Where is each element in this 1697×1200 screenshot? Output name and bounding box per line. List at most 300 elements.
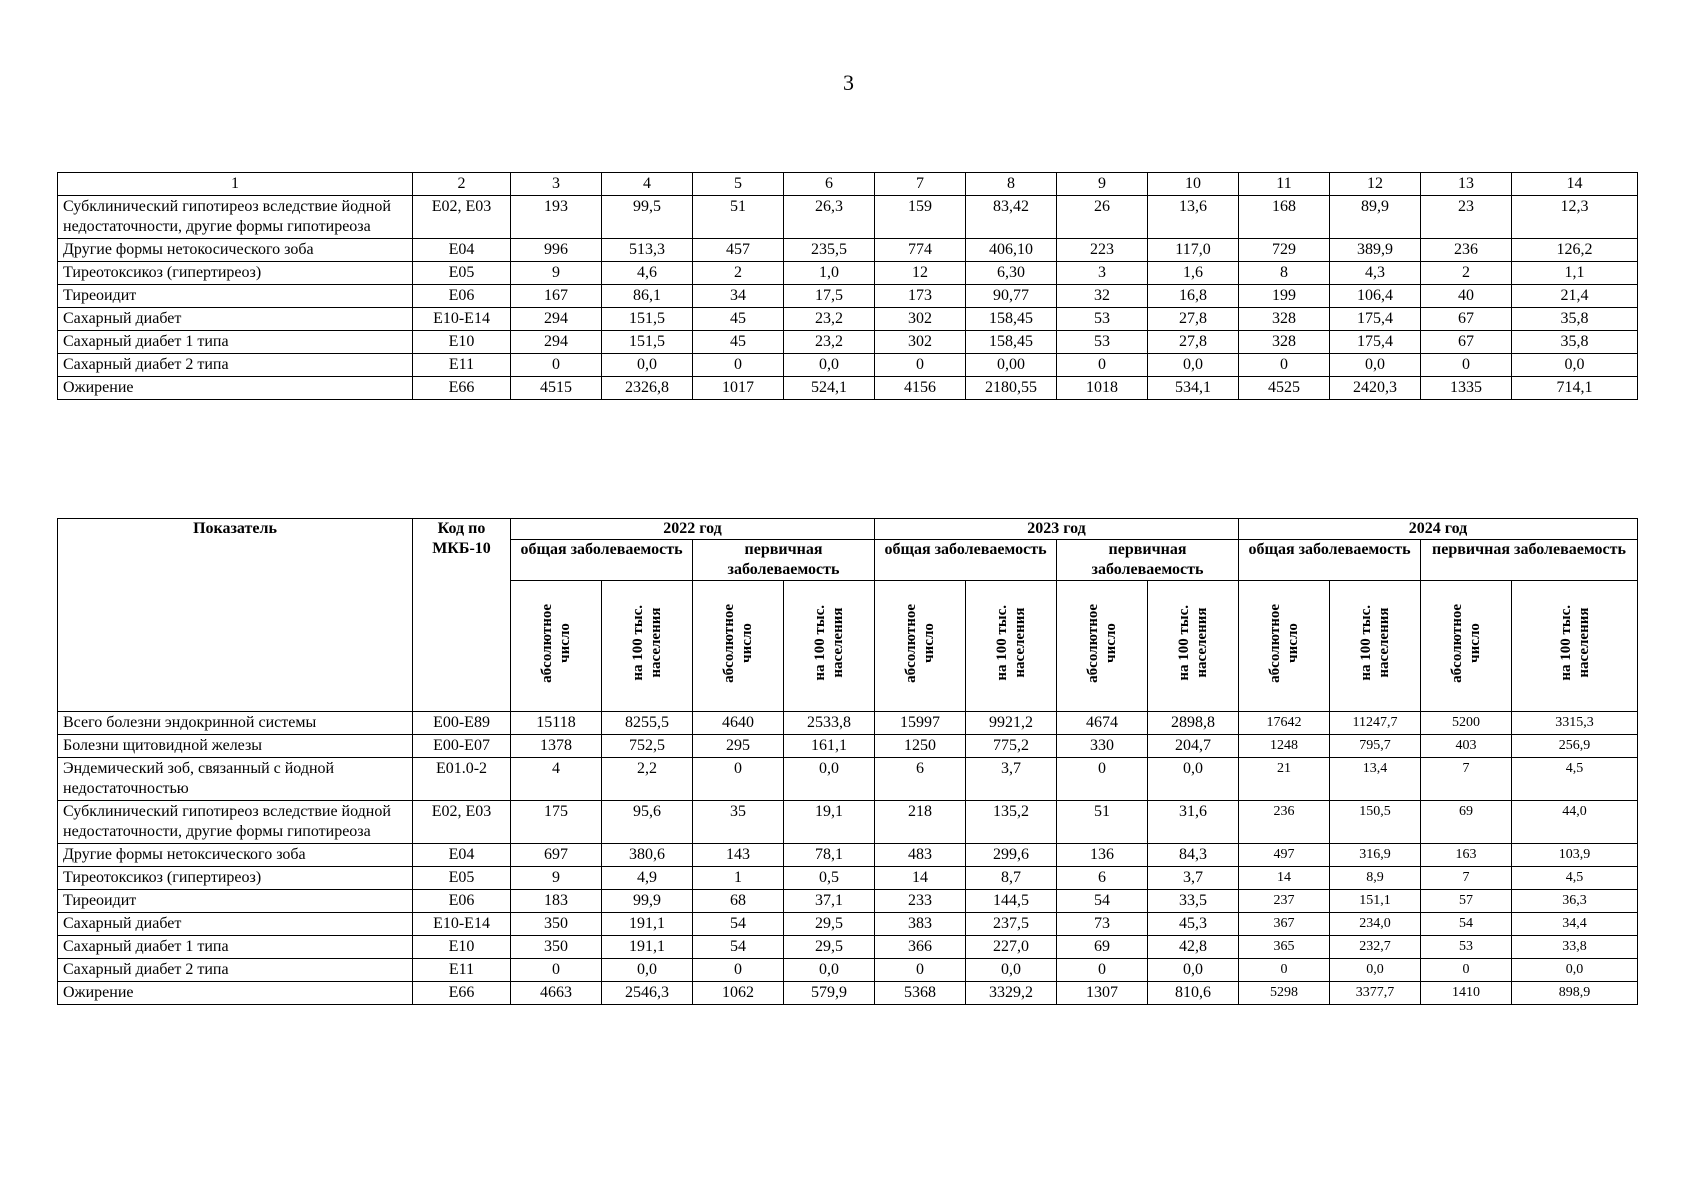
value-cell: 232,7: [1330, 936, 1421, 959]
value-cell: 33,8: [1512, 936, 1638, 959]
value-cell: 350: [511, 913, 602, 936]
rotated-header-label: абсолютное число: [903, 603, 937, 683]
value-cell: 69: [1421, 801, 1512, 844]
value-cell: 6: [875, 758, 966, 801]
value-cell: 167: [511, 285, 602, 308]
value-cell: 158,45: [966, 331, 1057, 354]
value-cell: 0,00: [966, 354, 1057, 377]
icd-code-cell: E05: [413, 262, 511, 285]
value-cell: 4,6: [602, 262, 693, 285]
value-cell: 126,2: [1512, 239, 1638, 262]
value-cell: 483: [875, 844, 966, 867]
value-cell: 996: [511, 239, 602, 262]
table-row: [58, 801, 1638, 844]
value-cell: 175: [511, 801, 602, 844]
value-cell: 14: [1239, 867, 1330, 890]
value-cell: 3315,3: [1512, 712, 1638, 735]
column-number-cell: 5: [693, 173, 784, 196]
value-cell: 237: [1239, 890, 1330, 913]
icd-code-cell: E00-E89: [413, 712, 511, 735]
table-row: [58, 712, 1638, 735]
table-row: [58, 844, 1638, 867]
value-cell: 775,2: [966, 735, 1057, 758]
value-cell: 45,3: [1148, 913, 1239, 936]
value-cell: 0: [1057, 354, 1148, 377]
value-cell: 0: [511, 959, 602, 982]
value-cell: 35,8: [1512, 331, 1638, 354]
indicator-name-cell: Ожирение: [58, 377, 413, 400]
value-cell: 0: [875, 959, 966, 982]
value-cell: 714,1: [1512, 377, 1638, 400]
value-cell: 1378: [511, 735, 602, 758]
value-cell: 26: [1057, 196, 1148, 239]
value-cell: 54: [693, 936, 784, 959]
value-cell: 4156: [875, 377, 966, 400]
value-cell: 51: [1057, 801, 1148, 844]
value-cell: 27,8: [1148, 308, 1239, 331]
value-cell: 0: [511, 354, 602, 377]
value-cell: 2546,3: [602, 982, 693, 1005]
rotated-header-label: на 100 тыс. населения: [1358, 605, 1392, 681]
value-cell: 204,7: [1148, 735, 1239, 758]
column-number-cell: 12: [1330, 173, 1421, 196]
value-cell: 3377,7: [1330, 982, 1421, 1005]
table-row: [58, 196, 1638, 239]
value-cell: 78,1: [784, 844, 875, 867]
table-row: [58, 262, 1638, 285]
column-number-cell: 7: [875, 173, 966, 196]
value-cell: 2180,55: [966, 377, 1057, 400]
value-cell: 1017: [693, 377, 784, 400]
value-cell: 0,0: [1512, 959, 1638, 982]
indicator-name-cell: Эндемический зоб, связанный с йодной недостаточностью: [58, 758, 413, 801]
value-cell: 34: [693, 285, 784, 308]
value-cell: 0: [875, 354, 966, 377]
value-cell: 21,4: [1512, 285, 1638, 308]
indicator-name-cell: Субклинический гипотиреоз вследствие йодной недостаточности, другие формы гипотиреоза: [58, 196, 413, 239]
value-cell: 0,0: [1148, 354, 1239, 377]
value-cell: 8,9: [1330, 867, 1421, 890]
value-cell: 12: [875, 262, 966, 285]
value-cell: 2533,8: [784, 712, 875, 735]
column-number-cell: 11: [1239, 173, 1330, 196]
column-number-cell: 2: [413, 173, 511, 196]
value-cell: 151,5: [602, 331, 693, 354]
value-cell: 729: [1239, 239, 1330, 262]
icd-code-cell: E00-E07: [413, 735, 511, 758]
value-cell: 0: [1421, 354, 1512, 377]
table-row: [58, 354, 1638, 377]
value-cell: 2,2: [602, 758, 693, 801]
value-cell: 6,30: [966, 262, 1057, 285]
value-cell: 0,0: [784, 758, 875, 801]
rotated-header-label: абсолютное число: [721, 603, 755, 683]
value-cell: 191,1: [602, 936, 693, 959]
table-row: [58, 735, 1638, 758]
value-cell: 12,3: [1512, 196, 1638, 239]
absolute-number-header: [1421, 581, 1512, 712]
value-cell: 1062: [693, 982, 784, 1005]
column-number-cell: 14: [1512, 173, 1638, 196]
absolute-number-header: [693, 581, 784, 712]
column-number-cell: 4: [602, 173, 693, 196]
value-cell: 380,6: [602, 844, 693, 867]
absolute-number-header: [511, 581, 602, 712]
value-cell: 1307: [1057, 982, 1148, 1005]
value-cell: 53: [1421, 936, 1512, 959]
value-cell: 45: [693, 331, 784, 354]
value-cell: 8: [1239, 262, 1330, 285]
icd-code-cell: E10: [413, 936, 511, 959]
value-cell: 103,9: [1512, 844, 1638, 867]
value-cell: 403: [1421, 735, 1512, 758]
value-cell: 0,0: [784, 354, 875, 377]
value-cell: 35: [693, 801, 784, 844]
value-cell: 752,5: [602, 735, 693, 758]
value-cell: 31,6: [1148, 801, 1239, 844]
rotated-header-label: абсолютное число: [1085, 603, 1119, 683]
value-cell: 3,7: [1148, 867, 1239, 890]
value-cell: 294: [511, 308, 602, 331]
value-cell: 9: [511, 867, 602, 890]
value-cell: 513,3: [602, 239, 693, 262]
rotated-header-label: абсолютное число: [1267, 603, 1301, 683]
value-cell: 4525: [1239, 377, 1330, 400]
value-cell: 2420,3: [1330, 377, 1421, 400]
per-100k-header: [784, 581, 875, 712]
table-row: [58, 867, 1638, 890]
value-cell: 69: [1057, 936, 1148, 959]
value-cell: 1250: [875, 735, 966, 758]
absolute-number-header: [875, 581, 966, 712]
indicator-name-cell: Болезни щитовидной железы: [58, 735, 413, 758]
value-cell: 9: [511, 262, 602, 285]
value-cell: 17,5: [784, 285, 875, 308]
indicator-name-cell: Сахарный диабет: [58, 913, 413, 936]
icd-code-cell: E11: [413, 354, 511, 377]
value-cell: 8255,5: [602, 712, 693, 735]
per-100k-header: [966, 581, 1057, 712]
continued-incidence-table: [57, 172, 1638, 400]
value-cell: 3,7: [966, 758, 1057, 801]
indicator-name-cell: Ожирение: [58, 982, 413, 1005]
icd-code-cell: E10-E14: [413, 913, 511, 936]
value-cell: 389,9: [1330, 239, 1421, 262]
value-cell: 236: [1239, 801, 1330, 844]
per-100k-header: [602, 581, 693, 712]
table-row: [58, 959, 1638, 982]
indicator-name-cell: Субклинический гипотиреоз вследствие йодной недостаточности, другие формы гипотиреоза: [58, 801, 413, 844]
value-cell: 53: [1057, 308, 1148, 331]
endocrine-incidence-table: [57, 518, 1638, 1005]
value-cell: 5298: [1239, 982, 1330, 1005]
per-100k-header: [1148, 581, 1239, 712]
value-cell: 5200: [1421, 712, 1512, 735]
value-cell: 193: [511, 196, 602, 239]
primary-incidence-header: первичная заболеваемость: [1421, 540, 1638, 581]
value-cell: 0,0: [1148, 959, 1239, 982]
value-cell: 457: [693, 239, 784, 262]
value-cell: 4674: [1057, 712, 1148, 735]
value-cell: 14: [875, 867, 966, 890]
value-cell: 579,9: [784, 982, 875, 1005]
value-cell: 34,4: [1512, 913, 1638, 936]
value-cell: 2898,8: [1148, 712, 1239, 735]
value-cell: 1: [693, 867, 784, 890]
value-cell: 54: [1057, 890, 1148, 913]
value-cell: 4,5: [1512, 867, 1638, 890]
value-cell: 227,0: [966, 936, 1057, 959]
general-incidence-header: общая заболеваемость: [875, 540, 1057, 581]
value-cell: 1018: [1057, 377, 1148, 400]
value-cell: 175,4: [1330, 308, 1421, 331]
value-cell: 199: [1239, 285, 1330, 308]
value-cell: 0: [1057, 758, 1148, 801]
value-cell: 236: [1421, 239, 1512, 262]
value-cell: 534,1: [1148, 377, 1239, 400]
value-cell: 13,4: [1330, 758, 1421, 801]
value-cell: 89,9: [1330, 196, 1421, 239]
value-cell: 1,0: [784, 262, 875, 285]
value-cell: 143: [693, 844, 784, 867]
per-100k-header: [1330, 581, 1421, 712]
rotated-header-label: на 100 тыс. населения: [994, 605, 1028, 681]
table-row: [58, 890, 1638, 913]
rotated-header-label: на 100 тыс. населения: [1557, 605, 1592, 681]
value-cell: 45: [693, 308, 784, 331]
column-number-cell: 6: [784, 173, 875, 196]
value-cell: 0,0: [1330, 959, 1421, 982]
value-cell: 8,7: [966, 867, 1057, 890]
absolute-number-header: [1057, 581, 1148, 712]
value-cell: 218: [875, 801, 966, 844]
icd-code-cell: E06: [413, 890, 511, 913]
value-cell: 29,5: [784, 936, 875, 959]
table-row: [58, 239, 1638, 262]
value-cell: 23,2: [784, 308, 875, 331]
value-cell: 0,5: [784, 867, 875, 890]
indicator-name-cell: Тиреотоксикоз (гипертиреоз): [58, 262, 413, 285]
value-cell: 0,0: [602, 354, 693, 377]
value-cell: 4,5: [1512, 758, 1638, 801]
table-row: [58, 758, 1638, 801]
value-cell: 159: [875, 196, 966, 239]
value-cell: 13,6: [1148, 196, 1239, 239]
value-cell: 2: [693, 262, 784, 285]
value-cell: 294: [511, 331, 602, 354]
value-cell: 1248: [1239, 735, 1330, 758]
rotated-header-label: на 100 тыс. населения: [812, 605, 846, 681]
value-cell: 0: [1239, 959, 1330, 982]
value-cell: 29,5: [784, 913, 875, 936]
value-cell: 44,0: [1512, 801, 1638, 844]
value-cell: 0,0: [602, 959, 693, 982]
value-cell: 299,6: [966, 844, 1057, 867]
table-row: [58, 982, 1638, 1005]
column-number-cell: 10: [1148, 173, 1239, 196]
value-cell: 7: [1421, 758, 1512, 801]
icd-code-header: Код по МКБ-10: [413, 519, 511, 712]
value-cell: 1335: [1421, 377, 1512, 400]
value-cell: 235,5: [784, 239, 875, 262]
value-cell: 136: [1057, 844, 1148, 867]
value-cell: 183: [511, 890, 602, 913]
value-cell: 223: [1057, 239, 1148, 262]
value-cell: 19,1: [784, 801, 875, 844]
value-cell: 256,9: [1512, 735, 1638, 758]
value-cell: 1410: [1421, 982, 1512, 1005]
value-cell: 497: [1239, 844, 1330, 867]
indicator-name-cell: Сахарный диабет 1 типа: [58, 936, 413, 959]
value-cell: 16,8: [1148, 285, 1239, 308]
indicator-name-cell: Тиреоидит: [58, 890, 413, 913]
value-cell: 158,45: [966, 308, 1057, 331]
value-cell: 0,0: [1330, 354, 1421, 377]
value-cell: 53: [1057, 331, 1148, 354]
value-cell: 0: [693, 758, 784, 801]
value-cell: 328: [1239, 331, 1330, 354]
table-row: [58, 377, 1638, 400]
value-cell: 4515: [511, 377, 602, 400]
table-row: [58, 913, 1638, 936]
indicator-name-cell: Другие формы нетокосического зоба: [58, 239, 413, 262]
value-cell: 383: [875, 913, 966, 936]
indicator-name-cell: Сахарный диабет 2 типа: [58, 354, 413, 377]
value-cell: 302: [875, 331, 966, 354]
value-cell: 27,8: [1148, 331, 1239, 354]
icd-code-cell: E04: [413, 844, 511, 867]
value-cell: 54: [1421, 913, 1512, 936]
value-cell: 117,0: [1148, 239, 1239, 262]
value-cell: 73: [1057, 913, 1148, 936]
indicator-name-cell: Всего болезни эндокринной системы: [58, 712, 413, 735]
value-cell: 175,4: [1330, 331, 1421, 354]
value-cell: 1,1: [1512, 262, 1638, 285]
header-row-years: [58, 519, 1638, 540]
value-cell: 15118: [511, 712, 602, 735]
value-cell: 23,2: [784, 331, 875, 354]
year-2023-header: 2023 год: [875, 519, 1239, 540]
value-cell: 365: [1239, 936, 1330, 959]
value-cell: 7: [1421, 867, 1512, 890]
primary-incidence-header: первичная заболеваемость: [1057, 540, 1239, 581]
value-cell: 4640: [693, 712, 784, 735]
value-cell: 135,2: [966, 801, 1057, 844]
value-cell: 99,5: [602, 196, 693, 239]
rotated-header-label: на 100 тыс. населения: [630, 605, 664, 681]
value-cell: 5368: [875, 982, 966, 1005]
icd-code-cell: E66: [413, 377, 511, 400]
value-cell: 67: [1421, 308, 1512, 331]
value-cell: 316,9: [1330, 844, 1421, 867]
value-cell: 40: [1421, 285, 1512, 308]
indicator-header: Показатель: [58, 519, 413, 712]
icd-code-cell: E06: [413, 285, 511, 308]
value-cell: 795,7: [1330, 735, 1421, 758]
indicator-name-cell: Сахарный диабет 1 типа: [58, 331, 413, 354]
value-cell: 163: [1421, 844, 1512, 867]
value-cell: 90,77: [966, 285, 1057, 308]
column-number-row: [58, 173, 1638, 196]
value-cell: 2326,8: [602, 377, 693, 400]
value-cell: 23: [1421, 196, 1512, 239]
value-cell: 0: [693, 959, 784, 982]
general-incidence-header: общая заболеваемость: [511, 540, 693, 581]
indicator-name-cell: Сахарный диабет 2 типа: [58, 959, 413, 982]
primary-incidence-header: первичная заболеваемость: [693, 540, 875, 581]
column-number-cell: 3: [511, 173, 602, 196]
value-cell: 810,6: [1148, 982, 1239, 1005]
value-cell: 350: [511, 936, 602, 959]
table-row: [58, 285, 1638, 308]
value-cell: 161,1: [784, 735, 875, 758]
value-cell: 0: [1057, 959, 1148, 982]
indicator-name-cell: Сахарный диабет: [58, 308, 413, 331]
value-cell: 328: [1239, 308, 1330, 331]
value-cell: 51: [693, 196, 784, 239]
value-cell: 67: [1421, 331, 1512, 354]
icd-code-cell: E66: [413, 982, 511, 1005]
value-cell: 0: [1421, 959, 1512, 982]
indicator-name-cell: Тиреоидит: [58, 285, 413, 308]
value-cell: 35,8: [1512, 308, 1638, 331]
value-cell: 191,1: [602, 913, 693, 936]
icd-code-cell: E05: [413, 867, 511, 890]
value-cell: 4,9: [602, 867, 693, 890]
value-cell: 84,3: [1148, 844, 1239, 867]
value-cell: 774: [875, 239, 966, 262]
indicator-name-cell: Тиреотоксикоз (гипертиреоз): [58, 867, 413, 890]
value-cell: 234,0: [1330, 913, 1421, 936]
value-cell: 0,0: [1148, 758, 1239, 801]
value-cell: 151,1: [1330, 890, 1421, 913]
value-cell: 9921,2: [966, 712, 1057, 735]
page-number: 3: [843, 70, 854, 95]
rotated-header-label: на 100 тыс. населения: [1176, 605, 1210, 681]
value-cell: 95,6: [602, 801, 693, 844]
value-cell: 15997: [875, 712, 966, 735]
value-cell: 26,3: [784, 196, 875, 239]
value-cell: 151,5: [602, 308, 693, 331]
value-cell: 21: [1239, 758, 1330, 801]
value-cell: 150,5: [1330, 801, 1421, 844]
rotated-header-label: абсолютное число: [539, 603, 573, 683]
value-cell: 86,1: [602, 285, 693, 308]
value-cell: 32: [1057, 285, 1148, 308]
value-cell: 4: [511, 758, 602, 801]
value-cell: 68: [693, 890, 784, 913]
year-2024-header: 2024 год: [1239, 519, 1638, 540]
value-cell: 33,5: [1148, 890, 1239, 913]
year-2022-header: 2022 год: [511, 519, 875, 540]
value-cell: 0: [693, 354, 784, 377]
value-cell: 2: [1421, 262, 1512, 285]
value-cell: 3: [1057, 262, 1148, 285]
value-cell: 524,1: [784, 377, 875, 400]
column-number-cell: 9: [1057, 173, 1148, 196]
value-cell: 295: [693, 735, 784, 758]
value-cell: 57: [1421, 890, 1512, 913]
value-cell: 37,1: [784, 890, 875, 913]
table-row: [58, 936, 1638, 959]
value-cell: 4663: [511, 982, 602, 1005]
value-cell: 367: [1239, 913, 1330, 936]
column-number-cell: 8: [966, 173, 1057, 196]
icd-code-cell: E04: [413, 239, 511, 262]
icd-code-cell: E10-E14: [413, 308, 511, 331]
value-cell: 54: [693, 913, 784, 936]
value-cell: 3329,2: [966, 982, 1057, 1005]
